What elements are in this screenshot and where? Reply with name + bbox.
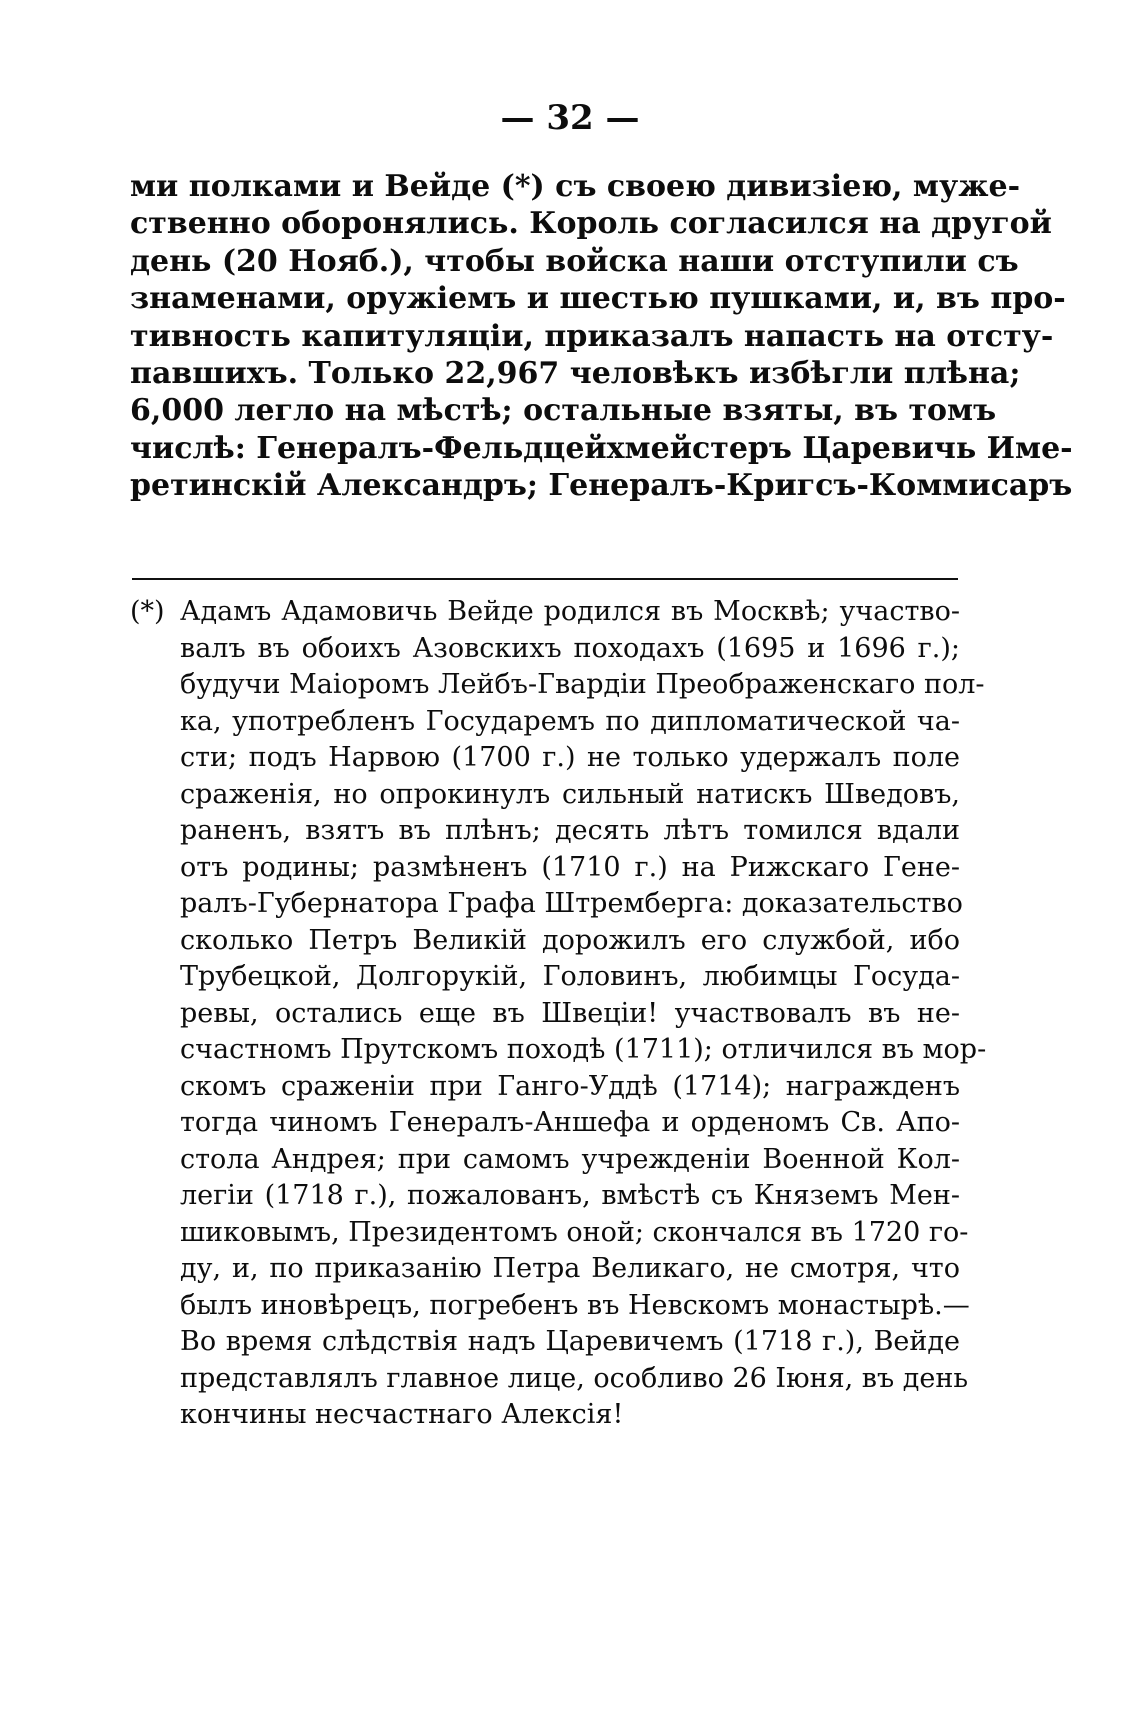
- footnote-line: Во время слѣдствія надъ Царевичемъ (1718 г.), Вейде: [180, 1326, 960, 1357]
- text-line: 6,000 легло на мѣстѣ; остальные взяты, въ томъ: [130, 393, 997, 429]
- text-line: павшихъ. Только 22,967 человѣкъ избѣгли плѣна;: [130, 355, 1021, 391]
- footnote-line: [130, 594, 960, 631]
- main-text: [130, 168, 1073, 505]
- footnote-line: ревы, остались еще въ Швеціи! участвовалъ въ не-: [180, 997, 960, 1029]
- text-line: числѣ: Генералъ-Фельдцейхмейстеръ Царевичь Име-: [130, 430, 1073, 466]
- page-number: — 32 —: [500, 98, 640, 138]
- footnote-line: представлялъ главное лице, особливо 26 Іюня, въ день: [180, 1362, 969, 1394]
- footnote-line: ралъ-Губернатора Графа Штремберга: доказательство: [180, 888, 963, 919]
- footnote-line: былъ иновѣрецъ, погребенъ въ Невскомъ монастырѣ.—: [180, 1289, 970, 1321]
- text-line: день (20 Нояб.), чтобы войска наши отступили съ: [130, 243, 1019, 279]
- footnote-marker: (*): [130, 596, 165, 627]
- text-line: ственно оборонялись. Король согласился на другой: [130, 206, 1052, 242]
- footnote-line: отъ родины; размѣненъ (1710 г.) на Рижскаго Гене-: [180, 851, 960, 883]
- text-line: ми полками и Вейде (*) съ своею дивизіею, муже-: [130, 169, 1021, 204]
- footnote-line: тогда чиномъ Генералъ-Аншефа и орденомъ Св. Апо-: [180, 1107, 960, 1138]
- text-line: знаменами, оружіемъ и шестью пушками, и, въ про-: [130, 281, 1066, 317]
- footnote-line: ду, и, по приказанію Петра Великаго, не смотря, что: [180, 1253, 960, 1284]
- footnote-line: будучи Маіоромъ Лейбъ-Гвардіи Преображенскаго пол-: [180, 669, 985, 700]
- footnote-line: кончины несчастнаго Алексія!: [180, 1399, 624, 1430]
- footnote-line: счастномъ Прутскомъ походѣ (1711); отличился въ мор-: [180, 1034, 987, 1065]
- footnote-line: Трубецкой, Долгорукій, Головинъ, любимцы Госуда-: [180, 961, 960, 992]
- footnote: [130, 594, 987, 1434]
- footnote-line: раненъ, взятъ въ плѣнъ; десять лѣтъ томился вдали: [180, 815, 960, 846]
- text-line: тивность капитуляціи, приказалъ напасть на отсту-: [130, 318, 1054, 354]
- footnote-line-text: Адамъ Адамовичь Вейде родился въ Москвѣ; участво-: [180, 596, 960, 627]
- footnote-line: сти; подъ Нарвою (1700 г.) не только удержалъ поле: [180, 742, 960, 773]
- footnote-line: стола Андрея; при самомъ учрежденіи Военной Кол-: [180, 1143, 960, 1175]
- footnote-line: легіи (1718 г.), пожалованъ, вмѣстѣ съ Княземъ Мен-: [180, 1180, 960, 1211]
- footnote-divider: [132, 578, 958, 580]
- footnote-line: ка, употребленъ Государемъ по дипломатической ча-: [180, 705, 960, 737]
- footnote-line: скомъ сраженіи при Ганго-Уддѣ (1714); награжденъ: [180, 1070, 960, 1102]
- footnote-line: валъ въ обоихъ Азовскихъ походахъ (1695 и 1696 г.);: [180, 632, 960, 664]
- footnote-line: сколько Петръ Великій дорожилъ его службой, ибо: [180, 924, 960, 956]
- footnote-line: сраженія, но опрокинулъ сильный натискъ Шведовъ,: [180, 778, 960, 810]
- text-line: ретинскій Александръ; Генералъ-Кригсъ-Коммисаръ: [130, 468, 1073, 504]
- footnote-line: шиковымъ, Президентомъ оной; скончался въ 1720 го-: [180, 1216, 969, 1248]
